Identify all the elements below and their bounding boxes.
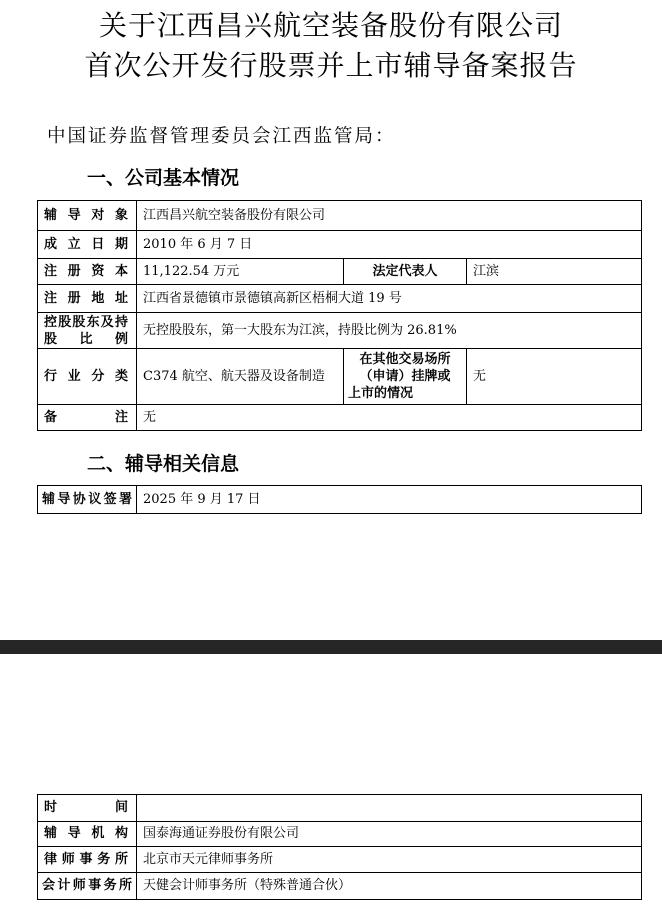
label-industry: 行业分类 (38, 349, 137, 405)
label-listing (344, 349, 467, 405)
label-institution: 辅导机构 (38, 822, 137, 847)
value-agreement: 2025 年 9 月 17 日 (137, 486, 642, 514)
value-listing: 无 (467, 349, 642, 405)
row-address (38, 285, 642, 313)
label-accounting: 会计师事务所 (38, 873, 137, 900)
company-info-table (37, 200, 642, 431)
value-address: 江西省景德镇市景德镇高新区梧桐大道 19 号 (137, 285, 642, 313)
value-time (137, 795, 642, 822)
label-time: 时间 (38, 795, 137, 822)
page-break-divider (0, 640, 662, 654)
row-subject (38, 201, 642, 231)
value-legal-rep: 江滨 (467, 259, 642, 285)
row-time (38, 795, 642, 822)
label-listing-line3: 上市的情况 (348, 386, 414, 401)
report-title-line2: 首次公开发行股票并上市辅导备案报告 (84, 49, 578, 82)
label-controller-line2: 股比例 (44, 331, 128, 347)
row-controller (38, 313, 642, 349)
label-established: 成立日期 (38, 231, 137, 259)
label-listing-line1: 在其他交易场所 (359, 352, 451, 367)
row-accounting (38, 873, 642, 900)
label-law-firm: 律师事务所 (38, 847, 137, 873)
row-remark (38, 405, 642, 431)
label-listing-line2: （申请）挂牌或 (359, 369, 451, 384)
section2-heading: 二、辅导相关信息 (87, 453, 240, 475)
row-established (38, 231, 642, 259)
section1-heading: 一、公司基本情况 (87, 167, 240, 189)
value-subject: 江西昌兴航空装备股份有限公司 (137, 201, 642, 231)
value-institution: 国泰海通证券股份有限公司 (137, 822, 642, 847)
label-controller-line1: 控股股东及持 (44, 314, 128, 330)
tutoring-info-table (37, 485, 642, 514)
row-capital (38, 259, 642, 285)
value-industry: C374 航空、航天器及设备制造 (137, 349, 344, 405)
report-title-line1: 关于江西昌兴航空装备股份有限公司 (98, 9, 563, 42)
value-established: 2010 年 6 月 7 日 (137, 231, 642, 259)
row-agreement (38, 486, 642, 514)
tutoring-detail-table (37, 794, 642, 900)
row-law-firm (38, 847, 642, 873)
row-industry (38, 349, 642, 405)
label-controller (38, 313, 137, 349)
label-agreement: 辅导协议签署 (38, 486, 137, 514)
row-institution (38, 822, 642, 847)
label-remark: 备注 (38, 405, 137, 431)
value-capital: 11,122.54 万元 (137, 259, 344, 285)
label-legal-rep: 法定代表人 (344, 259, 467, 285)
label-subject: 辅导对象 (38, 201, 137, 231)
addressee: 中国证券监督管理委员会江西监管局： (47, 126, 396, 147)
value-controller: 无控股股东，第一大股东为江滨，持股比例为 26.81% (137, 313, 642, 349)
value-accounting: 天健会计师事务所（特殊普通合伙） (137, 873, 642, 900)
value-remark: 无 (137, 405, 642, 431)
label-address: 注册地址 (38, 285, 137, 313)
value-law-firm: 北京市天元律师事务所 (137, 847, 642, 873)
label-capital: 注册资本 (38, 259, 137, 285)
